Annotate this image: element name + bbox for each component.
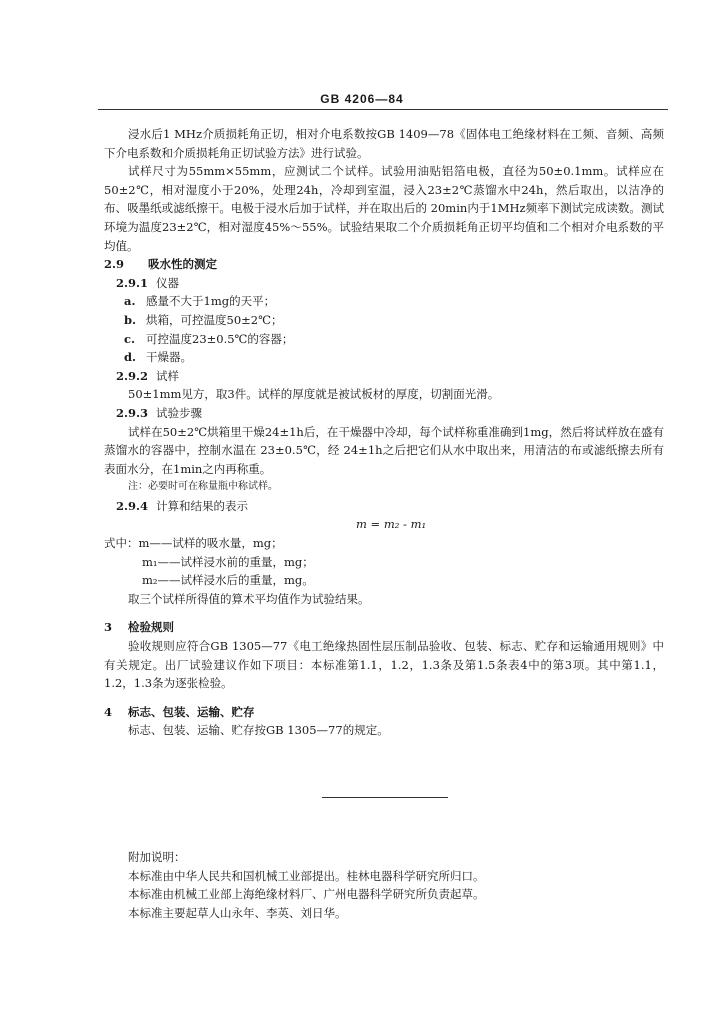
standard-code: GB 4206—84 <box>320 92 404 106</box>
formula-variable: 式中：m——试样的吸水量，mg； <box>104 536 283 551</box>
paragraph-steps: 试样在50±2℃烘箱里干燥24±1h后，在干燥器中冷却，每个试样称重准确到1mg，然后将试样放在盛有蒸馏水的容器中，控制水温在 23±0.5℃，经 24±1h之后把它们从水中取出来，用清洁的布或滤纸擦去所有表面水分，在1min之内再称重。 <box>104 424 664 476</box>
paragraph-inspection-rules: 验收规则应符合GB 1305—77《电工绝缘热固性层压制品验收、包装、标志、贮存和运输通用规则》中有关规定。出厂试验建议作如下项目：本标准第1.1，1.2，1.3条及第1.5条表4中的第3项。其中第1.1，1.2，1.3条为逐张检验。 <box>104 639 664 691</box>
item-label: c. <box>124 331 136 346</box>
paragraph-sample-procedure: 试样尺寸为55mm×55mm，应测试二个试样。试验用油贴铝箔电极，直径为50±0.1mm。试样应在50±2℃，相对湿度小于20%，处理24h，冷却到室温，浸入23±2℃蒸馏水中24h，然后取出，以洁净的布、吸墨纸或滤纸擦干。电极于浸水后加于试样，并在取出后的 20min内于1MHz频率下测试完成读数。测试环境为温度23±2℃，相对湿度45%～55%。试验结果取二个介质损耗角正切平均值和二个相对介电系数的平均值。 <box>104 164 664 253</box>
section-2-9-2-heading <box>104 367 664 386</box>
item-text: 干燥器。 <box>146 350 192 365</box>
section-2-9-heading <box>104 255 664 274</box>
main-content <box>104 125 664 740</box>
formula: m = m₂ - m₁ <box>356 517 427 532</box>
section-title: 仪器 <box>156 275 179 290</box>
section-number: 2.9 <box>104 257 125 272</box>
end-rule <box>322 797 448 798</box>
item-label: b. <box>124 312 137 327</box>
section-title: 试样 <box>156 368 179 383</box>
section-4-heading <box>104 693 664 722</box>
section-number: 3 <box>104 620 113 635</box>
section-number: 2.9.4 <box>116 498 149 513</box>
item-label: d. <box>124 350 137 365</box>
paragraph-result: 取三个试样所得值的算术平均值作为试验结果。 <box>128 591 370 606</box>
item-text: 感量不大于1mg的天平； <box>146 294 276 309</box>
list-item <box>104 292 664 311</box>
item-text: 烘箱，可控温度50±2℃； <box>146 312 283 327</box>
paragraph-marking: 标志、包装、运输、贮存按GB 1305—77的规定。 <box>128 723 389 738</box>
list-item <box>104 330 664 349</box>
paragraph-sample: 50±1mm见方，取3件。试样的厚度就是被试板材的厚度，切割面光滑。 <box>128 387 500 402</box>
appendix-line: 本标准由中华人民共和国机械工业部提出。桂林电器科学研究所归口。 <box>128 868 485 883</box>
paragraph-dielectric-test: 浸水后1 MHz介质损耗角正切，相对介电系数按GB 1409—78《固体电工绝缘材料在工频、音频、高频下介电系数和介质损耗角正切试验方法》进行试验。 <box>104 127 664 160</box>
section-number: 2.9.1 <box>116 275 149 290</box>
list-item <box>104 311 664 330</box>
appendix-line: 本标准主要起草人山永年、李英、刘日华。 <box>128 905 347 920</box>
formula-variable: m₁——试样浸水前的重量，mg； <box>142 554 314 569</box>
appendix-line: 本标准由机械工业部上海绝缘材料厂、广州电器科学研究所负责起草。 <box>128 887 485 902</box>
list-item <box>104 348 664 367</box>
item-label: a. <box>124 294 136 309</box>
section-2-9-1-heading <box>104 274 664 293</box>
item-text: 可控温度23±0.5℃的容器； <box>146 331 294 346</box>
section-number: 4 <box>104 704 113 719</box>
header-rule <box>98 109 668 110</box>
section-3-heading <box>104 608 664 637</box>
appendix-title: 附加说明： <box>128 850 186 864</box>
section-number: 2.9.3 <box>116 405 149 420</box>
section-number: 2.9.2 <box>116 368 149 383</box>
section-title: 检验规则 <box>128 620 174 635</box>
section-title: 计算和结果的表示 <box>156 498 248 513</box>
formula-variable: m₂——试样浸水后的重量，mg。 <box>142 573 314 588</box>
section-title: 吸水性的测定 <box>148 257 217 272</box>
section-title: 试验步骤 <box>156 405 202 420</box>
section-2-9-4-heading <box>104 497 664 516</box>
appendix <box>128 848 608 922</box>
section-2-9-3-heading <box>104 404 664 423</box>
note-text: 注：必要时可在称量瓶中称试样。 <box>128 481 278 493</box>
section-title: 标志、包装、运输、贮存 <box>128 704 255 719</box>
